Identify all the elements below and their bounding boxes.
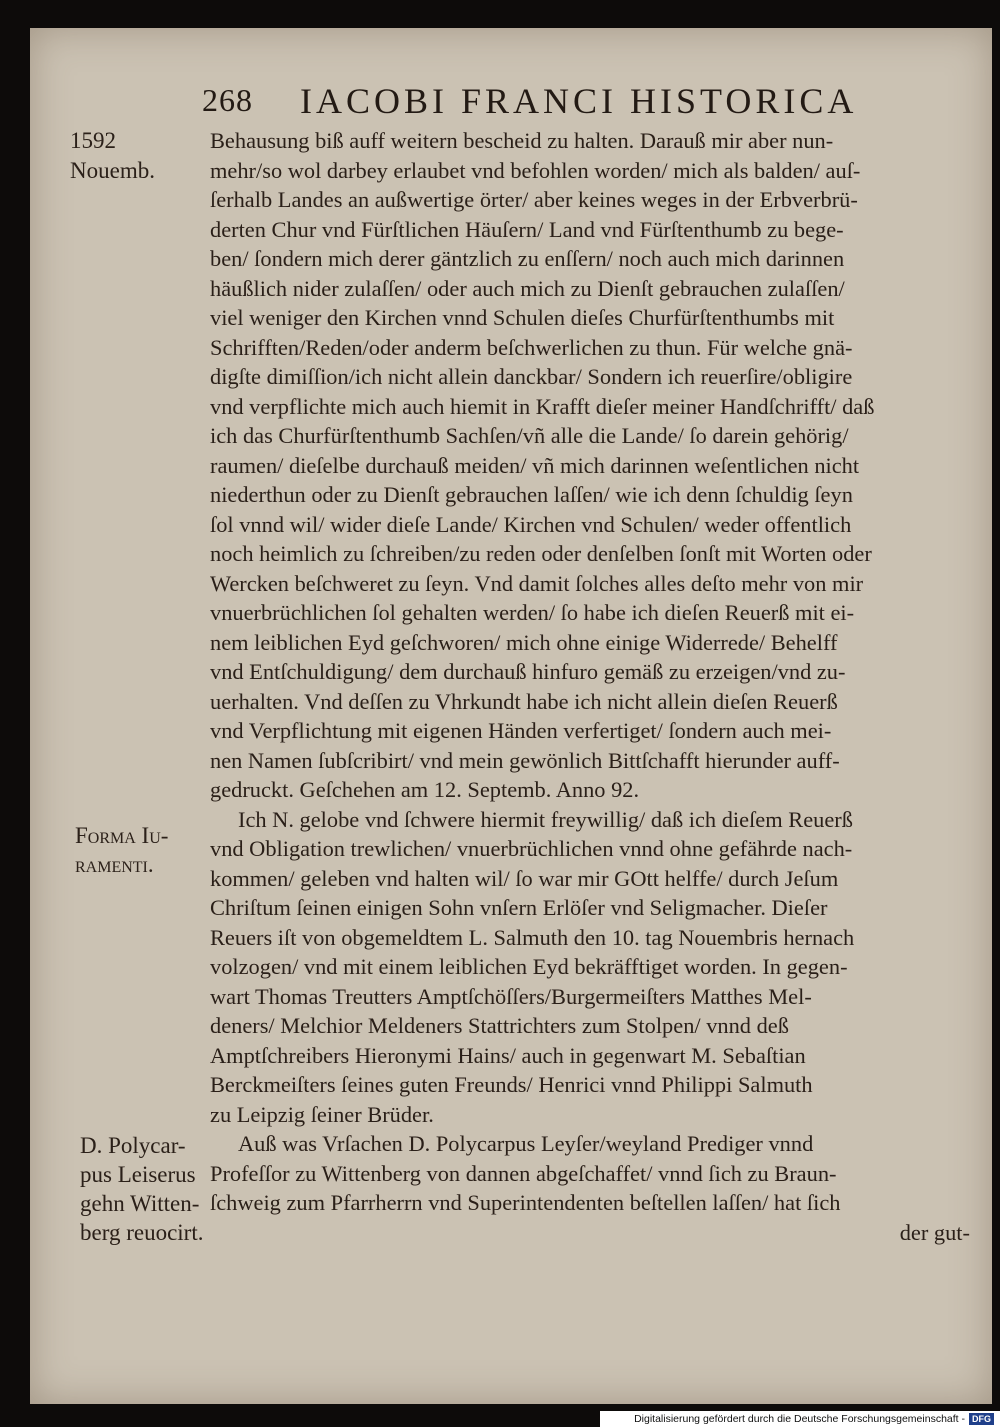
- body-line: nem leiblichen Eyd geſchworen/ mich ohne einige Widerrede/ Behelff: [210, 629, 838, 655]
- body-line: Auß was Vrſachen D. Polycarpus Leyſer/weyland Prediger vnnd: [238, 1131, 814, 1156]
- body-line: Amptſchreibers Hieronymi Hains/ auch in gegenwart M. Sebaſtian: [210, 1042, 806, 1068]
- body-line: nen Namen ſubſcribirt/ vnd mein gewönlich Bittſchafft hierunder auff-: [210, 747, 840, 773]
- body-line: zu Leipzig ſeiner Brüder.: [210, 1101, 434, 1127]
- body-line: wart Thomas Treutters Amptſchöſſers/Burgermeiſters Matthes Mel-: [210, 983, 812, 1009]
- body-line: kommen/ geleben vnd halten wil/ ſo war mir GOtt helffe/ durch Jeſum: [210, 865, 839, 891]
- body-line: ben/ ſondern mich derer gäntzlich zu enſſern/ noch auch mich darinnen: [210, 246, 845, 271]
- body-line: viel weniger den Kirchen vnnd Schulen dieſes Churfürſtenthumbs mit: [210, 305, 835, 330]
- body-line: häußlich nider zulaſſen/ oder auch mich zu Dienſt gebrauchen zulaſſen/: [210, 275, 845, 301]
- catchword: der gut-: [899, 1219, 970, 1245]
- body-line: gedruckt. Geſchehen am 12. Septemb. Anno 92.: [210, 777, 640, 802]
- book-page: [30, 28, 992, 1404]
- body-line: vnd verpflichte mich auch hiemit in Krafft dieſer meiner Handſchrifft/ daß: [210, 393, 875, 419]
- body-line: derten Chur vnd Fürſtlichen Häuſern/ Land vnd Fürſtenthumb zu bege-: [210, 216, 844, 242]
- body-line: Chriſtum ſeinen einigen Sohn vnſern Erlöſer vnd Seligmacher. Dieſer: [210, 895, 828, 920]
- body-line: raumen/ dieſelbe durchauß meiden/ vñ mich darinnen weſentlichen nicht: [210, 452, 860, 478]
- body-line: vnd Entſchuldigung/ dem durchauß hinfuro gemäß zu erzeigen/vnd zu-: [210, 659, 846, 684]
- body-line: Profeſſor zu Wittenberg von dannen abgeſchaffet/ vnnd ſich zu Braun-: [210, 1160, 837, 1186]
- margin-note-polycarp-3: gehn Witten-: [80, 1191, 200, 1216]
- body-line: Reuers iſt von obgemeldtem L. Salmuth den 10. tag Nouembris hernach: [210, 924, 855, 950]
- body-line: ſchweig zum Pfarrherrn vnd Superintendenten beſtellen laſſen/ hat ſich: [210, 1190, 841, 1215]
- body-line: ſol vnnd wil/ wider dieſe Lande/ Kirchen vnd Schulen/ weder offentlich: [210, 511, 852, 537]
- digitization-credit-bar: [600, 1411, 1000, 1427]
- body-line: digſte dimiſſion/ich nicht allein danckbar/ Sondern ich reuerſire/obligire: [210, 364, 853, 389]
- body-line: niederthun oder zu Dienſt gebrauchen laſſen/ wie ich denn ſchuldig ſeyn: [210, 482, 853, 507]
- margin-note-forma-1: Forma Iu-: [75, 823, 169, 848]
- body-line: mehr/so wol darbey erlaubet vnd befohlen worden/ mich als balden/ auſ-: [210, 157, 861, 183]
- running-head: [30, 80, 992, 126]
- body-line: Wercken beſchweret zu ſeyn. Vnd damit ſolches alles deſto mehr von mir: [210, 570, 864, 596]
- body-line: Ich N. gelobe vnd ſchwere hiermit freywillig/ daß ich dieſem Reuerß: [238, 806, 853, 832]
- body-line: ich das Churfürſtenthumb Sachſen/vñ alle die Lande/ ſo darein gehörig/: [210, 423, 849, 448]
- body-line: ſerhalb Landes an außwertige örter/ aber keines weges in der Erbverbrü-: [210, 187, 858, 212]
- body-text: [210, 126, 970, 1247]
- body-line: Berckmeiſters ſeines guten Freunds/ Henrici vnnd Philippi Salmuth: [210, 1072, 813, 1097]
- digitization-credit: Digitalisierung gefördert durch die Deutsche Forschungsgemeinschaft -: [634, 1413, 965, 1425]
- margin-note-month: Nouemb.: [70, 158, 155, 183]
- margin-note-forma-2: ramenti.: [75, 852, 154, 877]
- page-title: IACOBI FRANCI HISTORICA: [300, 81, 858, 121]
- body-line: deners/ Melchior Meldeners Stattrichters zum Stolpen/ vnnd deß: [210, 1013, 789, 1038]
- body-line: vnuerbrüchlichen ſol gehalten werden/ ſo habe ich dieſen Reuerß mit ei-: [210, 600, 855, 625]
- body-line: vnd Obligation trewlichen/ vnuerbrüchlichen vnnd ohne gefährde nach-: [210, 836, 853, 861]
- dfg-logo: DFG: [969, 1413, 994, 1425]
- margin-note-polycarp-2: pus Leiserus: [80, 1162, 196, 1187]
- margin-note-year: 1592: [70, 128, 116, 153]
- body-line: uerhalten. Vnd deſſen zu Vhrkundt habe ich nicht allein dieſen Reuerß: [210, 688, 838, 714]
- body-line: volzogen/ vnd mit einem leiblichen Eyd bekräfftiget worden. In gegen-: [210, 954, 848, 979]
- page-number: 268: [202, 82, 253, 118]
- margin-note-polycarp-1: D. Polycar-: [80, 1133, 186, 1158]
- body-line: Behausung biß auff weitern bescheid zu halten. Darauß mir aber nun-: [210, 128, 834, 153]
- margin-note-polycarp-4: berg reuocirt.: [80, 1220, 204, 1245]
- body-line: vnd Verpflichtung mit eigenen Händen verfertiget/ ſondern auch mei-: [210, 718, 832, 743]
- body-line: Schrifften/Reden/oder anderm beſchwerlichen zu thun. Für welche gnä-: [210, 334, 853, 360]
- body-line: noch heimlich zu ſchreiben/zu reden oder denſelben ſonſt mit Worten oder: [210, 541, 872, 566]
